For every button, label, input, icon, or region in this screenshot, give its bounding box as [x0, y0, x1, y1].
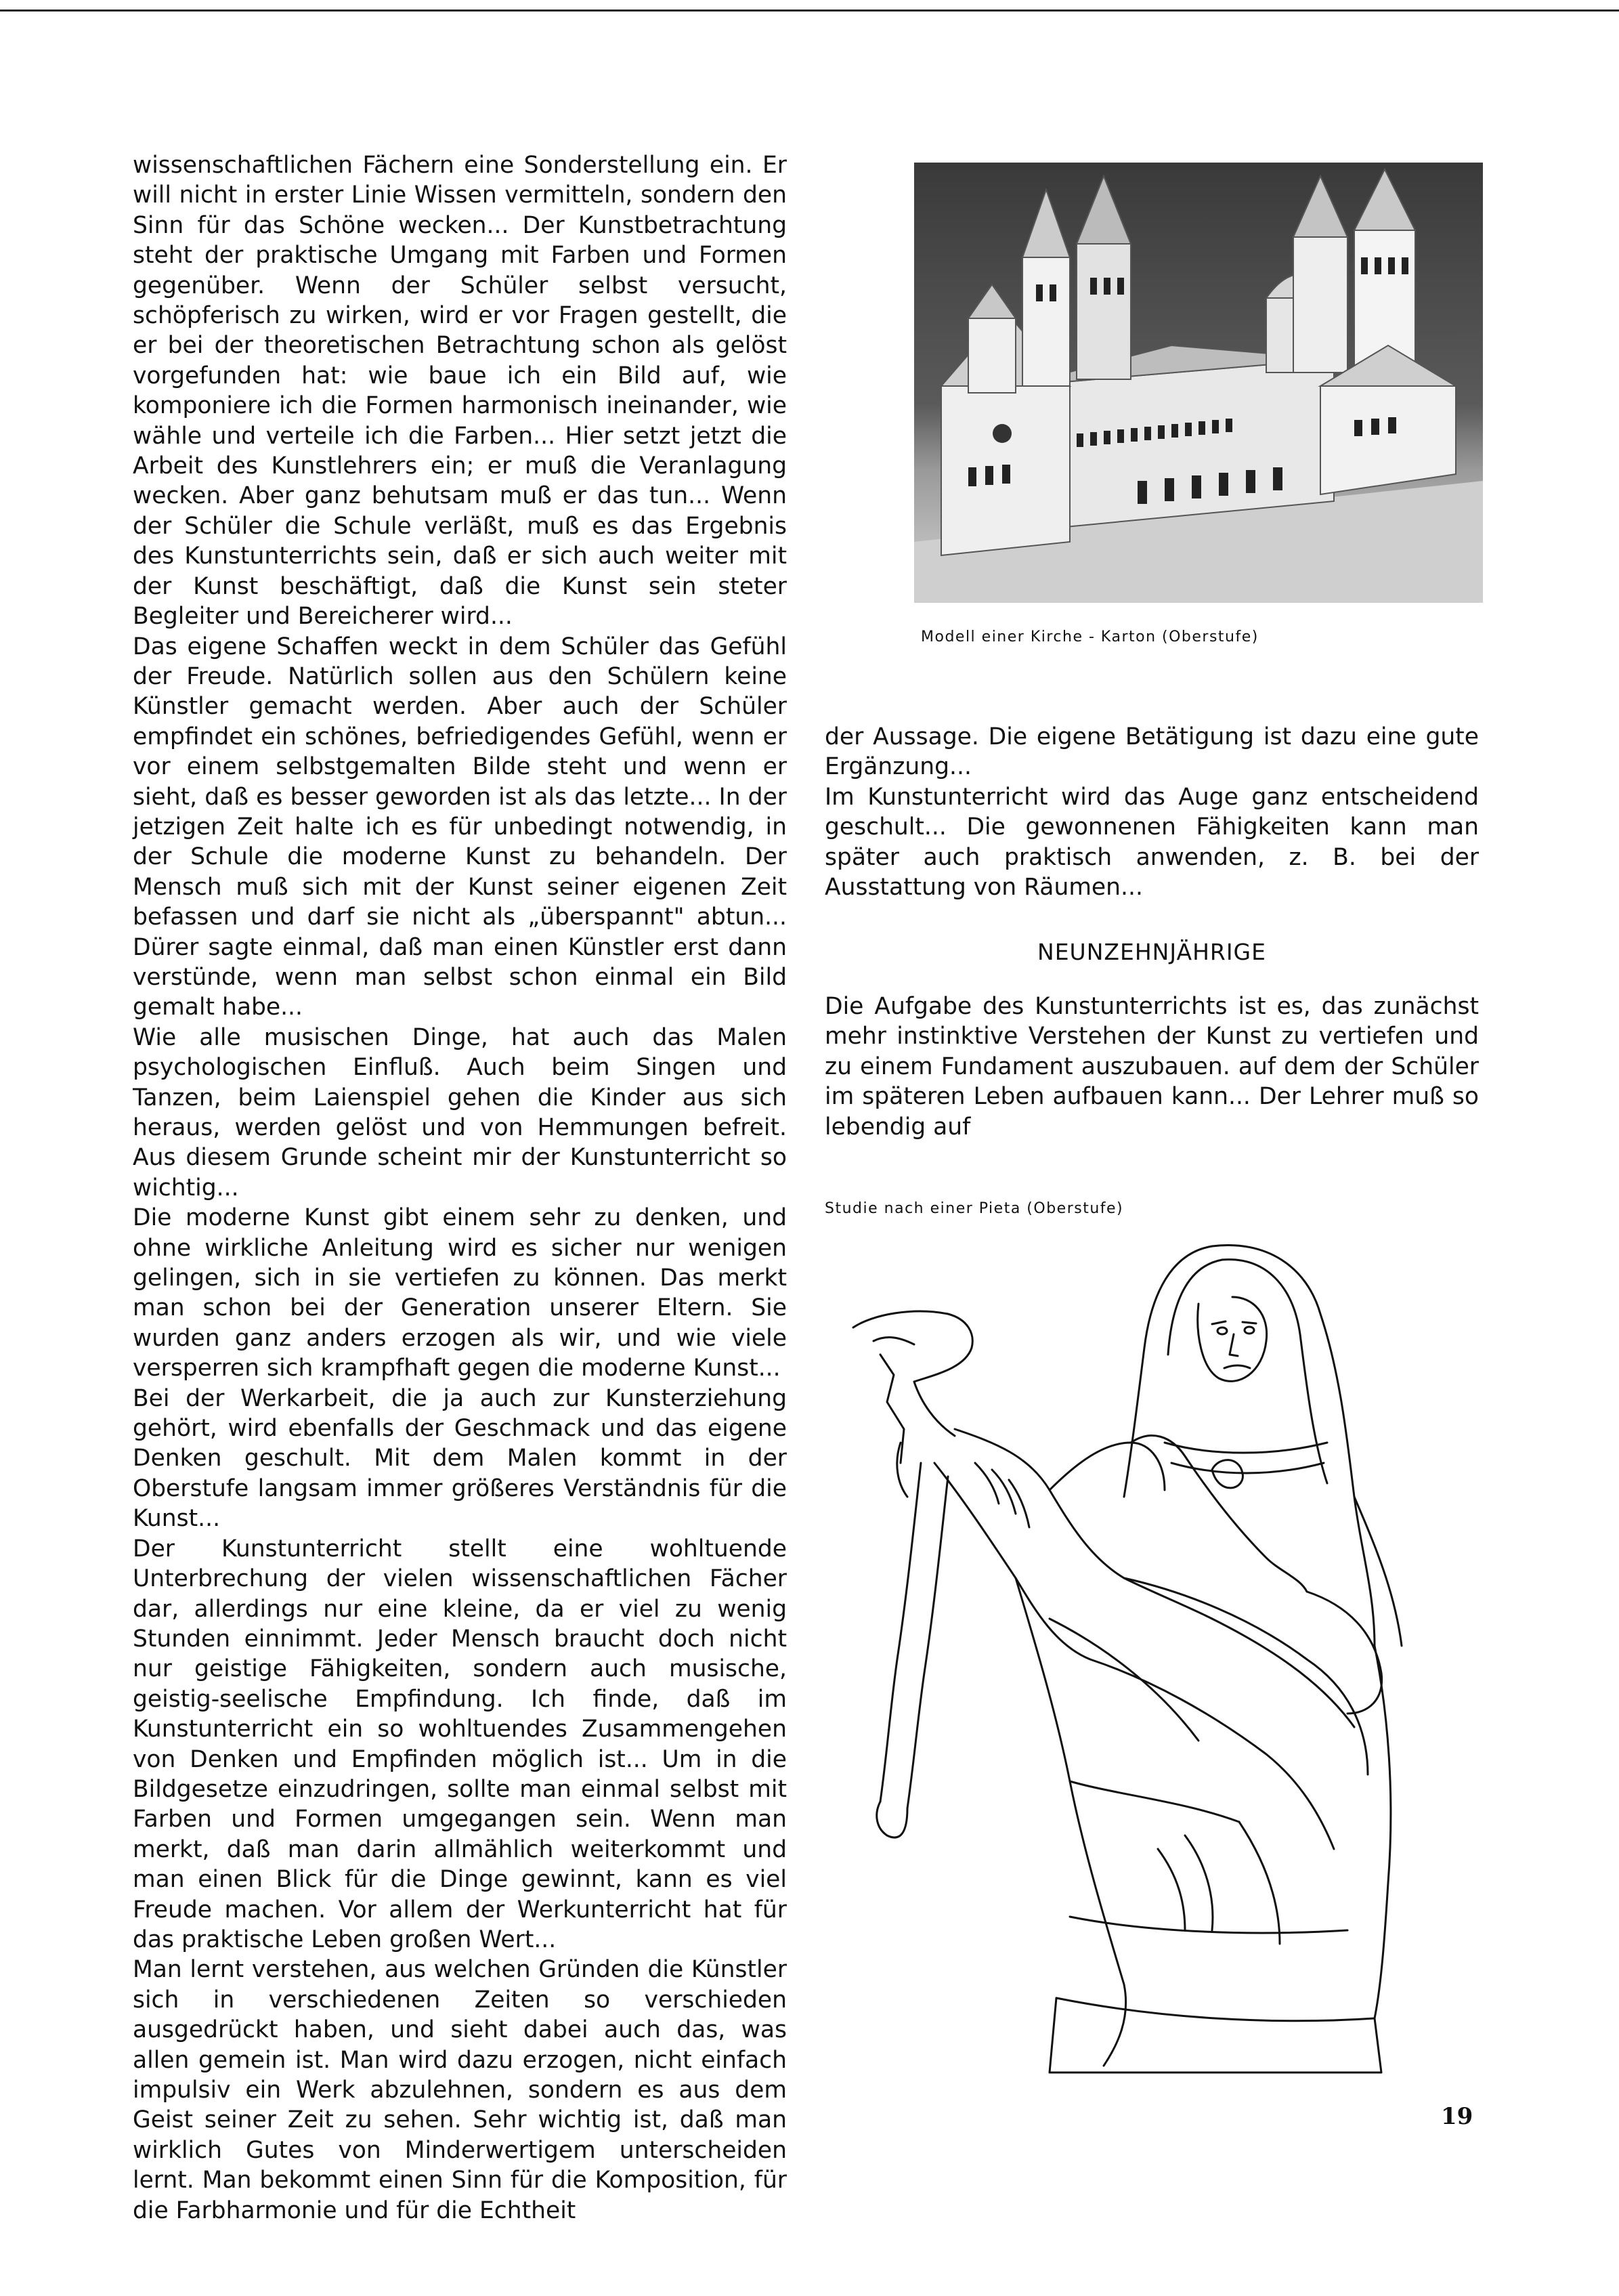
paragraph: Die moderne Kunst gibt einem sehr zu denken, und ohne wirkliche Anleitung wird es sicher nur wenigen gelingen, sich in sie vertiefen zu können. Das merkt man schon bei der Generation unserer Eltern. Sie wurden ganz anders erzogen als wir, und wie viele versperren sich krampfhaft gegen die moderne Kunst... — [133, 1204, 787, 1382]
left-text-column — [133, 150, 787, 2226]
paragraph: Die Aufgabe des Kunstunterrichts ist es, das zunächst mehr instinktive Verstehen der Kunst zu vertiefen und zu einem Fundament auszubauen. auf dem der Schüler im späteren Leben aufbauen kann... Der Lehrer muß so lebendig auf — [825, 993, 1479, 1141]
right-text-bottom — [825, 992, 1479, 1142]
paragraph: Bei der Werkarbeit, die ja auch zur Kunsterziehung gehört, wird ebenfalls der Geschmack und das eigene Denken geschult. Mit dem Malen kommt in der Oberstufe langsam immer größeres Verständnis für die Kunst... — [133, 1384, 787, 1533]
drawing-caption: Studie nach einer Pieta (Oberstufe) — [825, 1200, 1124, 1217]
paragraph: wissenschaftlichen Fächern eine Sonderstellung ein. Er will nicht in erster Linie Wissen vermitteln, sondern den Sinn für das Schöne wecken... Der Kunstbetrachtung steht der praktische Umgang mit Farben und Formen gegenüber. Wenn der Schüler selbst versucht, schöpferisch zu wirken, wird er vor Fragen gestellt, die er bei der theoretischen Betrachtung schon als gelöst vorgefunden hat: wie baue ich ein Bild auf, wie komponiere ich die Formen harmonisch ineinander, wie wähle und verteile ich die Farben... Hier setzt jetzt die Arbeit des Kunstlehrers ein; er muß die Veranlagung wecken. Aber ganz behutsam muß er das tun... Wenn der Schüler die Schule verläßt, muß es das Ergebnis des Kunstunterrichts sein, daß er sich auch weiter mit der Kunst beschäftigt, daß die Kunst sein steter Begleiter und Bereicherer wird... — [133, 152, 787, 631]
paragraph: Das eigene Schaffen weckt in dem Schüler das Gefühl der Freude. Natürlich sollen aus den Schülern keine Künstler gemacht werden. Aber auch der Schüler empfindet ein schönes, befriedigendes Gefühl, wenn er vor einem selbstgemalten Bilde steht und wenn er sieht, daß es besser geworden ist als das letzte... In der jetzigen Zeit halte ich es für unbedingt notwendig, in der Schule die moderne Kunst zu behandeln. Der Mensch muß sich mit der Kunst seiner eigenen Zeit befassen und darf sie nicht als „überspannt" abtun... Dürer sagte einmal, daß man einen Künstler erst dann verstünde, wenn man selbst schon einmal ein Bild gemalt habe... — [133, 633, 787, 1021]
page-number: 19 — [1441, 2103, 1473, 2130]
paragraph: Man lernt verstehen, aus welchen Gründen die Künstler sich in verschiedenen Zeiten so verschieden ausgedrückt haben, und sieht dabei auch das, was allen gemein ist. Man wird dazu erzogen, nicht einfach impulsiv ein Werk abzulehnen, sondern es aus dem Geist seiner Zeit zu sehen. Sehr wichtig ist, daß man wirklich Gutes von Minderwertigem unterscheiden lernt. Man bekommt einen Sinn für die Komposition, für die Farbharmonie und für die Echtheit — [133, 1956, 787, 2224]
church-model-photo — [914, 163, 1483, 603]
paragraph: Wie alle musischen Dinge, hat auch das Malen psychologischen Einfluß. Auch beim Singen und Tanzen, beim Laienspiel gehen die Kinder aus sich heraus, werden gelöst und von Hemmungen befreit. Aus diesem Grunde scheint mir der Kunstunterricht so wichtig... — [133, 1023, 787, 1202]
right-text-top — [825, 722, 1479, 902]
paragraph: Der Kunstunterricht stellt eine wohltuende Unterbrechung der vielen wissenschaftlichen Fächer dar, allerdings nur eine kleine, da er viel zu wenig Stunden einnimmt. Jeder Mensch braucht doch nicht nur geistige Fähigkeiten, sondern auch musische, geistig-seelische Empfindung. Ich finde, daß im Kunstunterricht ein so wohltuendes Zusammengehen von Denken und Empfinden möglich ist... Um in die Bildgesetze einzudringen, sollte man einmal selbst mit Farben und Formen umgegangen sein. Wenn man merkt, daß man darin allmählich weiterkommt und man einen Blick für die Dinge gewinnt, kann es viel Freude machen. Vor allem der Werkunterricht hat für das praktische Leben großen Wert... — [133, 1535, 787, 1953]
top-rule — [0, 9, 1619, 12]
photo-caption: Modell einer Kirche - Karton (Oberstufe) — [921, 629, 1259, 645]
paragraph: der Aussage. Die eigene Betätigung ist dazu eine gute Ergänzung... — [825, 723, 1479, 781]
section-heading: NEUNZEHNJÄHRIGE — [1037, 939, 1266, 965]
pieta-drawing — [833, 1239, 1442, 2086]
paragraph: Im Kunstunterricht wird das Auge ganz entscheidend geschult... Die gewonnenen Fähigkeiten kann man später auch praktisch anwenden, z. B. bei der Ausstattung von Räumen... — [825, 783, 1479, 901]
